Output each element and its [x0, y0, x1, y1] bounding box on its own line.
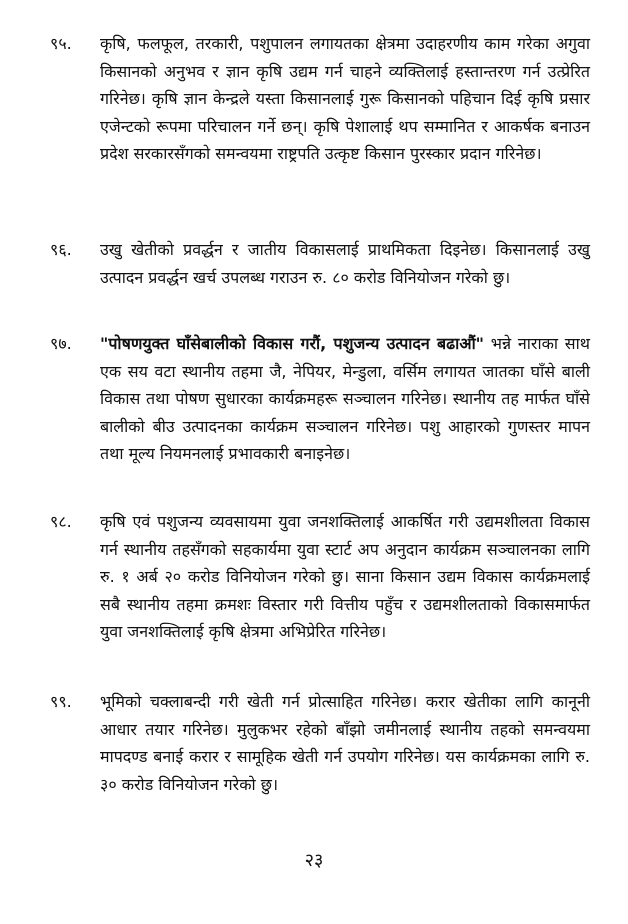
paragraph-98: [50, 508, 590, 646]
slogan-quote: "पोषणयुक्त घाँसेबालीको विकास गरौं, पशुजन्य उत्पादन बढाऔं": [100, 334, 485, 353]
paragraph-text: [100, 330, 590, 468]
paragraph-text: उखु खेतीको प्रवर्द्धन र जातीय विकासलाई प्राथमिकता दिइनेछ। किसानलाई उखु उत्पादन प्रवर्द्धन खर्च उपलब्ध गराउन रु. ८० करोड विनियोजन गरेको छु।: [100, 240, 590, 287]
paragraph-99: [50, 688, 590, 798]
paragraph-number: ९८.: [50, 512, 72, 531]
paragraph-number: ९७.: [50, 334, 72, 353]
paragraph-text: कृषि एवं पशुजन्य व्यवसायमा युवा जनशक्तिलाई आकर्षित गरी उद्यमशीलता विकास गर्न स्थानीय तहसँगको सहकार्यमा युवा स्टार्ट अप अनुदान कार्यक्रम सञ्चालनका लागि रु. १ अर्ब २० करोड विनियोजन गरेको छु। साना किसान उद्यम विकास कार्यक्रमलाई सबै स्थानीय तहमा क्रमशः विस्तार गरी वित्तीय पहुँच र उद्यमशीलताको विकासमार्फत युवा जनशक्तिलाई कृषि क्षेत्रमा अभिप्रेरित गरिनेछ।: [100, 512, 590, 642]
paragraph-96: [50, 236, 590, 291]
paragraph-number: ९९.: [50, 692, 72, 711]
page-number: २३: [304, 850, 324, 871]
paragraph-97: [50, 330, 590, 468]
paragraph-body: भन्ने नाराका साथ एक सय वटा स्थानीय तहमा जै, नेपियर, मेन्डुला, वर्सिम लगायत जातका घाँसे बाली विकास तथा पोषण सुधारका कार्यक्रमहरू सञ्चालन गरिनेछ। स्थानीय तह मार्फत घाँसे बालीको बीउ उत्पादनका कार्यक्रम सञ्चालन गरिनेछ। पशु आहारको गुणस्तर मापन तथा मूल्य नियमनलाई प्रभावकारी बनाइनेछ।: [100, 334, 590, 464]
paragraph-number: ९५.: [50, 34, 72, 53]
paragraph-95: [50, 30, 590, 168]
paragraph-text: कृषि, फलफूल, तरकारी, पशुपालन लगायतका क्षेत्रमा उदाहरणीय काम गरेका अगुवा किसानको अनुभव र ज्ञान कृषि उद्यम गर्न चाहने व्यक्तिलाई हस्तान्तरण गर्न उत्प्रेरित गरिनेछ। कृषि ज्ञान केन्द्रले यस्ता किसानलाई गुरू किसानको पहिचान दिई कृषि प्रसार एजेन्टको रूपमा परिचालन गर्ने छन्। कृषि पेशालाई थप सम्मानित र आकर्षक बनाउन प्रदेश सरकारसँगको समन्वयमा राष्ट्रपति उत्कृष्ट किसान पुरस्कार प्रदान गरिनेछ।: [100, 34, 590, 164]
paragraph-number: ९६.: [50, 240, 72, 259]
paragraph-text: भूमिको चक्लाबन्दी गरी खेती गर्न प्रोत्साहित गरिनेछ। करार खेतीका लागि कानूनी आधार तयार गरिनेछ। मुलुकभर रहेको बाँझो जमीनलाई स्थानीय तहको समन्वयमा मापदण्ड बनाई करार र सामूहिक खेती गर्न उपयोग गरिनेछ। यस कार्यक्रमका लागि रु. ३० करोड विनियोजन गरेको छु।: [100, 692, 590, 794]
